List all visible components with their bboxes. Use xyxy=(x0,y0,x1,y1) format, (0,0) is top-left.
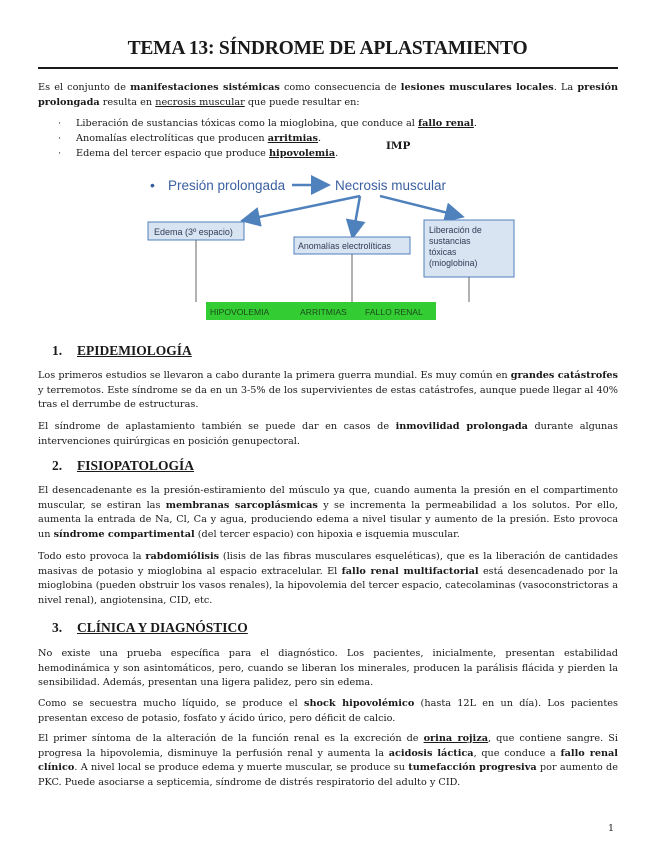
text-run: que puede resultar en: xyxy=(244,96,360,108)
fisiopatologia-paragraph-2 xyxy=(38,550,618,608)
emphasis-text: inmovilidad prolongada xyxy=(395,421,528,432)
section-label: EPIDEMIOLOGÍA xyxy=(77,343,192,358)
intro-paragraph xyxy=(38,81,618,110)
text-run: por aumento de PKC. Puede asociarse a septicemia, síndrome de distrés respiratorio del adulto y CID. xyxy=(38,762,618,788)
bullet-marker: · xyxy=(58,133,62,144)
arrow-to-anomalias xyxy=(353,196,360,235)
epidemiologia-paragraph-1 xyxy=(38,369,618,413)
box-liberacion-line-1: Liberación de xyxy=(429,225,482,235)
diagram-bullet: • xyxy=(150,177,155,193)
emphasis-text: orina rojiza xyxy=(423,733,489,744)
page-title: TEMA 13: SÍNDROME DE APLASTAMIENTO xyxy=(127,38,528,59)
clinica-paragraph-1 xyxy=(38,647,618,691)
section-heading-fisiopatologia xyxy=(52,458,194,474)
section-number: 1. xyxy=(52,343,63,358)
text-run: Edema del tercer espacio que produce xyxy=(76,148,269,159)
emphasis-text: manifestaciones sistémicas xyxy=(130,82,280,93)
section-label: FISIOPATOLOGÍA xyxy=(77,458,195,473)
emphasis-text: arritmias xyxy=(267,133,318,144)
text-run: . xyxy=(318,133,322,144)
text-run: , que conduce a xyxy=(473,747,561,759)
bullet-item-3 xyxy=(58,147,338,161)
emphasis-text: membranas sarcoplásmicas xyxy=(165,499,318,511)
text-run: necrosis muscular xyxy=(155,96,245,108)
text-run: está desencadenado por la mioglobina (pueden obstruir los vasos renales), la hipovolemia del tercer espacio, catecolaminas (vasoconstrictoras a nivel renal), angiotensina, CID, etc. xyxy=(38,565,618,606)
section-label: CLÍNICA Y DIAGNÓSTICO xyxy=(77,620,248,635)
emphasis-text: acidosis láctica xyxy=(388,747,474,759)
presion-label: Presión prolongada xyxy=(168,178,286,193)
text-run: y terremotos. Este síndrome se da en un 3-5% de los supervivientes de estas catástrofes, aunque puede llegar al 40% tras el derrumbe de estructuras. xyxy=(38,384,618,410)
text-run: . xyxy=(473,118,477,129)
emphasis-text: rabdomiólisis xyxy=(145,551,220,562)
emphasis-text: tumefacción progresiva xyxy=(408,762,537,773)
box-anomalias-label: Anomalías electrolíticas xyxy=(298,241,391,251)
fisiopatologia-paragraph-1 xyxy=(38,484,618,542)
text-run: Los primeros estudios se llevaron a cabo durante la primera guerra mundial. Es muy común en xyxy=(38,370,511,381)
emphasis-text: fallo renal clínico xyxy=(38,747,618,773)
text-run: Liberación de sustancias tóxicas como la mioglobina, que conduce al xyxy=(76,118,418,129)
text-run: Es el conjunto de xyxy=(38,82,131,93)
text-run: , que contiene sangre. Si progresa la hipovolemia, disminuye la perfusión renal y aumenta la xyxy=(38,733,618,759)
result-hipovolemia: HIPOVOLEMIA xyxy=(210,307,270,317)
text-run: resulta en xyxy=(99,96,156,108)
text-run: (del tercer espacio) con hipoxia e isquemia muscular. xyxy=(194,528,460,540)
text-run: Anomalías electrolíticas que producen xyxy=(76,133,268,144)
text-run: . La xyxy=(553,82,578,93)
result-arritmias: ARRITMIAS xyxy=(300,307,347,317)
emphasis-text: grandes catástrofes xyxy=(510,370,618,381)
emphasis-text: presión prolongada xyxy=(38,82,619,108)
text-run: . A nivel local se produce edema y muerte muscular, se produce su xyxy=(74,762,409,773)
emphasis-text: fallo renal multifactorial xyxy=(341,565,479,577)
section-number: 3. xyxy=(52,620,63,635)
text-run: como consecuencia de xyxy=(279,82,401,93)
epidemiologia-paragraph-2 xyxy=(38,420,618,449)
bullet-text xyxy=(76,118,477,129)
bullet-text xyxy=(76,133,321,144)
text-run: (lisis de las fibras musculares esqueléticas), que es la liberación de cantidades masivas de potasio y mioglobina al espacio extracelular. El xyxy=(38,551,618,577)
box-edema-label: Edema (3º espacio) xyxy=(154,227,233,237)
section-heading-epidemiologia xyxy=(52,343,192,359)
box-liberacion-line-4: (mioglobina) xyxy=(429,258,478,268)
arrow-to-liberacion xyxy=(380,196,460,216)
section-heading-clinica xyxy=(52,620,248,636)
clinica-paragraph-2 xyxy=(38,697,618,726)
necrosis-diagram xyxy=(140,168,520,323)
text-run: El síndrome de aplastamiento también se puede dar en casos de xyxy=(38,421,396,432)
necrosis-label: Necrosis muscular xyxy=(335,178,447,193)
result-fallo-renal: FALLO RENAL xyxy=(365,307,423,317)
box-liberacion-line-2: sustancias xyxy=(429,236,471,246)
emphasis-text: síndrome compartimental xyxy=(53,528,195,540)
text-run: Todo esto provoca la xyxy=(38,551,146,562)
text-run: No existe una prueba específica para el diagnóstico. Los pacientes, inicialmente, presentan estabilidad hemodinámica y son asintomáticos, pero, cuando se liberan los minerales, producen la parálisis flácida y pierden la sensibilidad. Además, presentan una ligera palidez, pero sin edema. xyxy=(38,648,618,688)
arrow-to-edema xyxy=(245,196,360,220)
bullet-marker: · xyxy=(58,148,62,159)
bullet-item-2 xyxy=(58,132,321,146)
box-liberacion-line-3: tóxicas xyxy=(429,247,457,257)
text-run: . xyxy=(335,148,339,159)
title-rule xyxy=(38,67,618,69)
text-run: El primer síntoma de la alteración de la función renal es la excreción de xyxy=(38,733,424,744)
imp-note: IMP xyxy=(386,140,411,152)
bullet-item-1 xyxy=(58,117,477,131)
emphasis-text: fallo renal xyxy=(417,118,474,129)
text-run: (hasta 12L en un día). Los pacientes presentan exceso de potasio, fosfato y ácido úrico, pero déficit de calcio. xyxy=(38,698,618,724)
emphasis-text: shock hipovolémico xyxy=(303,698,415,709)
page-number: 1 xyxy=(608,823,615,834)
bullet-marker: · xyxy=(58,118,62,129)
text-run: durante algunas intervenciones quirúrgicas en posición genupectoral. xyxy=(38,421,618,447)
text-run: y se incrementa la permeabilidad a los solutos. Por ello, aumenta la entrada de Na, Cl, Ca y agua, produciendo edema a nivel tisular y aumento de la presión. Esto provoca un xyxy=(38,499,619,540)
clinica-paragraph-3 xyxy=(38,732,618,790)
bullet-text xyxy=(76,148,338,159)
text-run: El desencadenante es la presión-estiramiento del músculo ya que, cuando aumenta la presión en el compartimento muscular, se estiran las xyxy=(38,485,618,511)
emphasis-text: hipovolemia xyxy=(269,148,336,159)
text-run: Como se secuestra mucho líquido, se produce el xyxy=(38,698,304,709)
section-number: 2. xyxy=(52,458,63,473)
emphasis-text: lesiones musculares locales xyxy=(400,82,554,93)
